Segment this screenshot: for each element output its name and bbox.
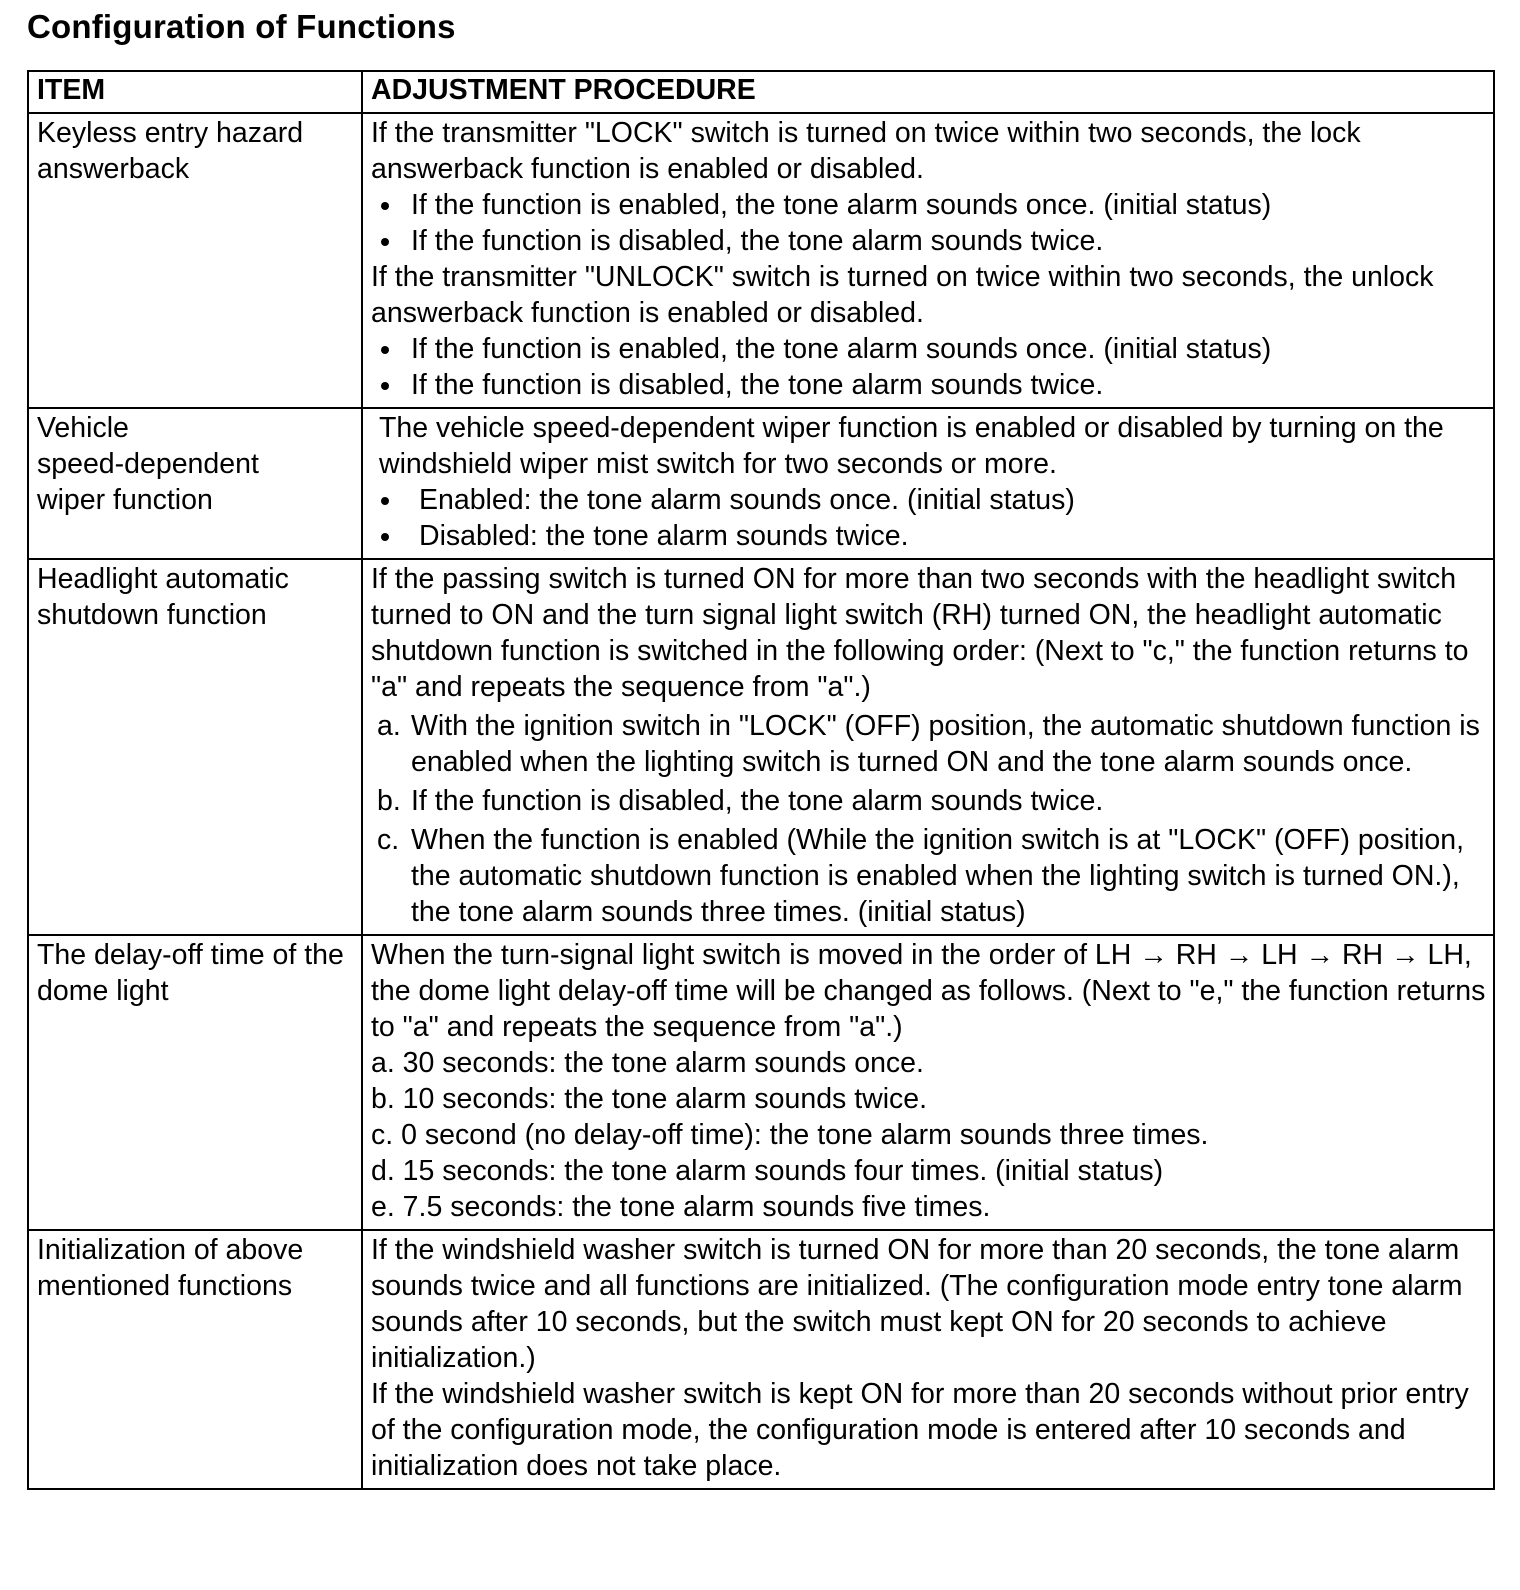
- table-row: [28, 1230, 1494, 1489]
- item-cell: [28, 113, 362, 408]
- bullet-item: If the function is disabled, the tone alarm sounds twice.: [371, 223, 1487, 259]
- item-label-line: Vehicle: [37, 412, 129, 444]
- list-marker: b.: [377, 785, 401, 817]
- table-row: [28, 559, 1494, 935]
- list-text: When the function is enabled (While the ignition switch is at "LOCK" (OFF) position, the automatic shutdown function is enabled when the lighting switch is turned ON.), the tone alarm sounds three times. (initial status): [411, 824, 1465, 928]
- procedure-cell: [362, 1230, 1494, 1489]
- item-label: The delay-off time of the dome light: [37, 939, 344, 1007]
- list-item: e. 7.5 seconds: the tone alarm sounds five times.: [371, 1191, 991, 1223]
- procedure-paragraph: If the windshield washer switch is turned ON for more than 20 seconds, the tone alarm sounds twice and all functions are initialized. (The configuration mode entry tone alarm sounds after 10 seconds, but the switch must kept ON for 20 seconds to achieve initialization.): [371, 1234, 1463, 1374]
- list-item: c. 0 second (no delay-off time): the tone alarm sounds three times.: [371, 1119, 1209, 1151]
- procedure-cell: [362, 935, 1494, 1230]
- configuration-table: [27, 70, 1495, 1490]
- table-row: [28, 935, 1494, 1230]
- procedure-cell: [362, 408, 1494, 559]
- list-item: d. 15 seconds: the tone alarm sounds four times. (initial status): [371, 1155, 1164, 1187]
- item-label-line: speed-dependent: [37, 448, 259, 480]
- list-item: a. 30 seconds: the tone alarm sounds once.: [371, 1047, 924, 1079]
- list-marker: a.: [377, 710, 401, 742]
- procedure-paragraph: The vehicle speed-dependent wiper function is enabled or disabled by turning on the windshield wiper mist switch for two seconds or more.: [379, 412, 1444, 480]
- item-label: Initialization of above mentioned functions: [37, 1234, 304, 1302]
- list-marker: c.: [377, 824, 400, 856]
- item-label: Headlight automatic shutdown function: [37, 563, 289, 631]
- lettered-item: [371, 783, 1487, 819]
- bullet-item: If the function is enabled, the tone alarm sounds once. (initial status): [371, 331, 1487, 367]
- item-cell: [28, 559, 362, 935]
- list-text: With the ignition switch in "LOCK" (OFF) position, the automatic shutdown function is enabled when the lighting switch is turned ON and the tone alarm sounds once.: [411, 710, 1480, 778]
- table-header-row: [28, 71, 1494, 113]
- item-cell: [28, 408, 362, 559]
- item-cell: [28, 1230, 362, 1489]
- bullet-item: Disabled: the tone alarm sounds twice.: [371, 518, 1487, 554]
- procedure-paragraph: If the passing switch is turned ON for more than two seconds with the headlight switch turned to ON and the turn signal light switch (RH) turned ON, the headlight automatic shutdown function is switched in the following order: (Next to "c," the function returns to "a" and repeats the sequence from "a".): [371, 563, 1469, 703]
- procedure-paragraph: If the transmitter "UNLOCK" switch is turned on twice within two seconds, the unlock answerback function is enabled or disabled.: [371, 261, 1434, 329]
- lettered-item: [371, 822, 1487, 930]
- bullet-item: If the function is disabled, the tone alarm sounds twice.: [371, 367, 1487, 403]
- item-cell: [28, 935, 362, 1230]
- table-row: [28, 113, 1494, 408]
- header-adjustment-procedure: ADJUSTMENT PROCEDURE: [362, 71, 1494, 113]
- table-row: [28, 408, 1494, 559]
- list-text: If the function is disabled, the tone alarm sounds twice.: [411, 785, 1104, 817]
- item-label-line: wiper function: [37, 484, 213, 516]
- item-label: Keyless entry hazard answerback: [37, 117, 304, 185]
- procedure-cell: [362, 113, 1494, 408]
- procedure-paragraph: If the transmitter "LOCK" switch is turned on twice within two seconds, the lock answerback function is enabled or disabled.: [371, 117, 1361, 185]
- page-title: Configuration of Functions: [27, 8, 456, 45]
- procedure-cell: [362, 559, 1494, 935]
- procedure-paragraph: When the turn-signal light switch is moved in the order of LH → RH → LH → RH → LH, the dome light delay-off time will be changed as follows. (Next to "e," the function returns to "a" and repeats the sequence from "a".): [371, 939, 1486, 1043]
- lettered-item: [371, 708, 1487, 780]
- bullet-item: If the function is enabled, the tone alarm sounds once. (initial status): [371, 187, 1487, 223]
- bullet-item: Enabled: the tone alarm sounds once. (initial status): [371, 482, 1487, 518]
- header-item: ITEM: [28, 71, 362, 113]
- procedure-paragraph: If the windshield washer switch is kept ON for more than 20 seconds without prior entry of the configuration mode, the configuration mode is entered after 10 seconds and initialization does not take place.: [371, 1378, 1469, 1482]
- list-item: b. 10 seconds: the tone alarm sounds twice.: [371, 1083, 928, 1115]
